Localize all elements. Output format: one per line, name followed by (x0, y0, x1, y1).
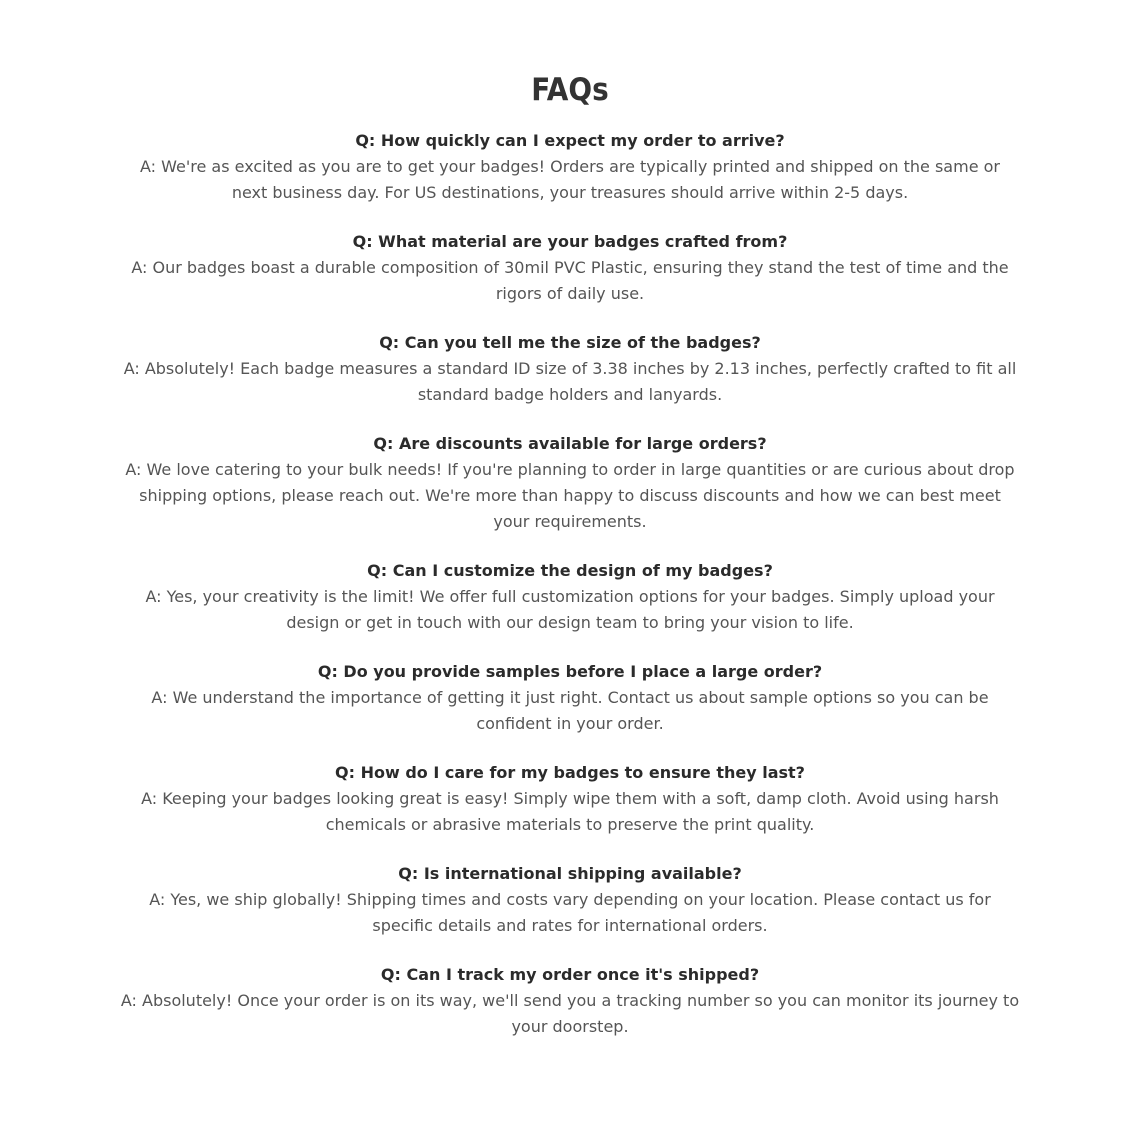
faq-item (120, 557, 1020, 636)
faq-answer: A: Yes, we ship globally! Shipping times and costs vary depending on your location. Please contact us for specific details and rates for international orders. (149, 890, 991, 935)
page-title: FAQs (531, 72, 609, 108)
faq-answer: A: Absolutely! Once your order is on its way, we'll send you a tracking number so you can monitor its journey to your doorstep. (120, 991, 1020, 1036)
faq-item (120, 430, 1020, 535)
faq-question: Q: Do you provide samples before I place a large order? (317, 662, 823, 681)
faq-item (120, 860, 1020, 939)
faq-question: Q: What material are your badges crafted from? (352, 232, 788, 251)
faq-answer: A: Absolutely! Each badge measures a standard ID size of 3.38 inches by 2.13 inches, perfectly crafted to fit all standard badge holders and lanyards. (123, 359, 1017, 404)
faq-question: Q: How do I care for my badges to ensure they last? (335, 763, 805, 782)
faq-item (120, 228, 1020, 307)
faq-answer: A: We love catering to your bulk needs! If you're planning to order in large quantities or are curious about drop shipping options, please reach out. We're more than happy to discuss discounts and how we can best meet your requirements. (125, 460, 1015, 531)
faq-list (120, 127, 1020, 1062)
faq-answer: A: We're as excited as you are to get your badges! Orders are typically printed and shipped on the same or next business day. For US destinations, your treasures should arrive within 2-5 days. (139, 157, 1000, 202)
faq-answer: A: Keeping your badges looking great is easy! Simply wipe them with a soft, damp cloth. Avoid using harsh chemicals or abrasive materials to preserve the print quality. (141, 789, 999, 834)
faq-answer: A: Yes, your creativity is the limit! We offer full customization options for your badges. Simply upload your design or get in touch with our design team to bring your vision to life. (145, 587, 995, 632)
faq-question: Q: Can I customize the design of my badges? (367, 561, 773, 580)
faq-item (120, 759, 1020, 838)
faq-question: Q: Is international shipping available? (398, 864, 742, 883)
faq-question: Q: Can you tell me the size of the badges? (379, 333, 761, 352)
faq-item (120, 329, 1020, 408)
faq-answer: A: Our badges boast a durable composition of 30mil PVC Plastic, ensuring they stand the test of time and the rigors of daily use. (131, 258, 1009, 303)
faq-question: Q: How quickly can I expect my order to arrive? (355, 131, 785, 150)
faq-question: Q: Can I track my order once it's shipped? (380, 965, 760, 984)
faq-item (120, 658, 1020, 737)
faq-answer: A: We understand the importance of getting it just right. Contact us about sample options so you can be confident in your order. (151, 688, 989, 733)
faq-item (120, 127, 1020, 206)
faq-question: Q: Are discounts available for large orders? (373, 434, 767, 453)
faq-item (120, 961, 1020, 1040)
